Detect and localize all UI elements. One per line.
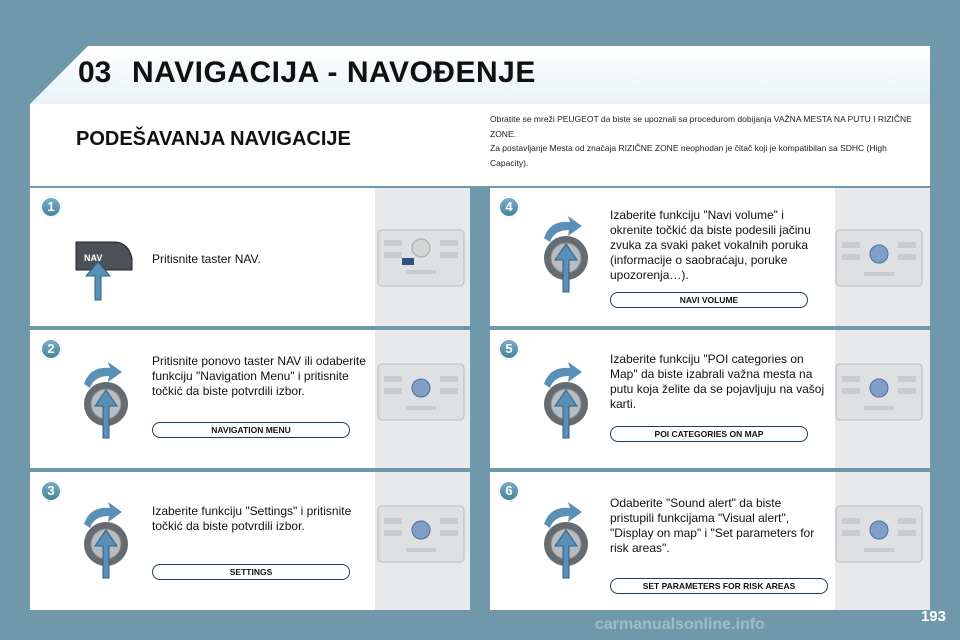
step-number-badge: 3 [40,480,62,502]
svg-text:NAV: NAV [84,253,103,263]
console-panel-icon [834,360,924,422]
step-number-badge: 5 [498,338,520,360]
console-panel-icon [376,502,466,564]
console-panel-icon [376,226,466,288]
chapter-number: 03 [78,56,112,89]
console-panel-icon [834,226,924,288]
console-panel-icon [376,360,466,422]
rotary-knob-icon [536,500,602,580]
menu-option-label: SETTINGS [152,564,350,580]
menu-option-label: SET PARAMETERS FOR RISK AREAS [610,578,828,594]
menu-option-label: POI CATEGORIES ON MAP [610,426,808,442]
step-number-badge: 4 [498,196,520,218]
rotary-knob-icon [536,360,602,440]
menu-option-label: NAVI VOLUME [610,292,808,308]
nav-button-icon [66,236,136,302]
page-number: 193 [920,608,946,625]
step-number-badge: 1 [40,196,62,218]
step-description: Pritisnite ponovo taster NAV ili odaberite funkciju "Navigation Menu" i pritisnite točkić da biste potvrdili izbor. [152,354,366,398]
watermark: carmanualsonline.info [595,616,765,633]
console-panel-icon [834,502,924,564]
menu-option-label: NAVIGATION MENU [152,422,350,438]
info-note [490,112,918,170]
step-number-badge: 2 [40,338,62,360]
step-description: Izaberite funkciju "POI categories on Map" da biste izabrali važna mesta na putu koja želite da se pojavljuju na vašoj karti. [610,352,825,411]
step-number-badge: 6 [498,480,520,502]
info-line-2: Za postavljanje Mesta od značaja RIZIČNE ZONE neophodan je čitač koji je kompatibilan sa SDHC (High Capacity). [490,143,887,168]
rotary-knob-icon [76,360,142,440]
step-description: Odaberite "Sound alert" da biste pristupili funkcijama "Visual alert", "Display on map" i "Set parameters for risk areas". [610,496,815,555]
step-description: Izaberite funkciju "Navi volume" i okrenite točkić da biste podesili jačinu zvuka za svaki paket vokalnih poruka (informacije o saobraćaju, poruke upozorenja…). [610,208,811,282]
rotary-knob-icon [76,500,142,580]
rotary-knob-icon [536,214,602,294]
info-line-1: Obratite se mreži PEUGEOT da biste se upoznali sa procedurom dobijanja VAŽNA MESTA NA PUTU I RIZIČNE ZONE. [490,114,912,139]
step-description: Izaberite funkciju "Settings" i pritisnite točkić da biste potvrdili izbor. [152,504,352,533]
step-description: Pritisnite taster NAV. [152,252,261,266]
section-subtitle: PODEŠAVANJA NAVIGACIJE [76,128,351,150]
page-title: NAVIGACIJA - NAVOĐENJE [132,56,536,89]
